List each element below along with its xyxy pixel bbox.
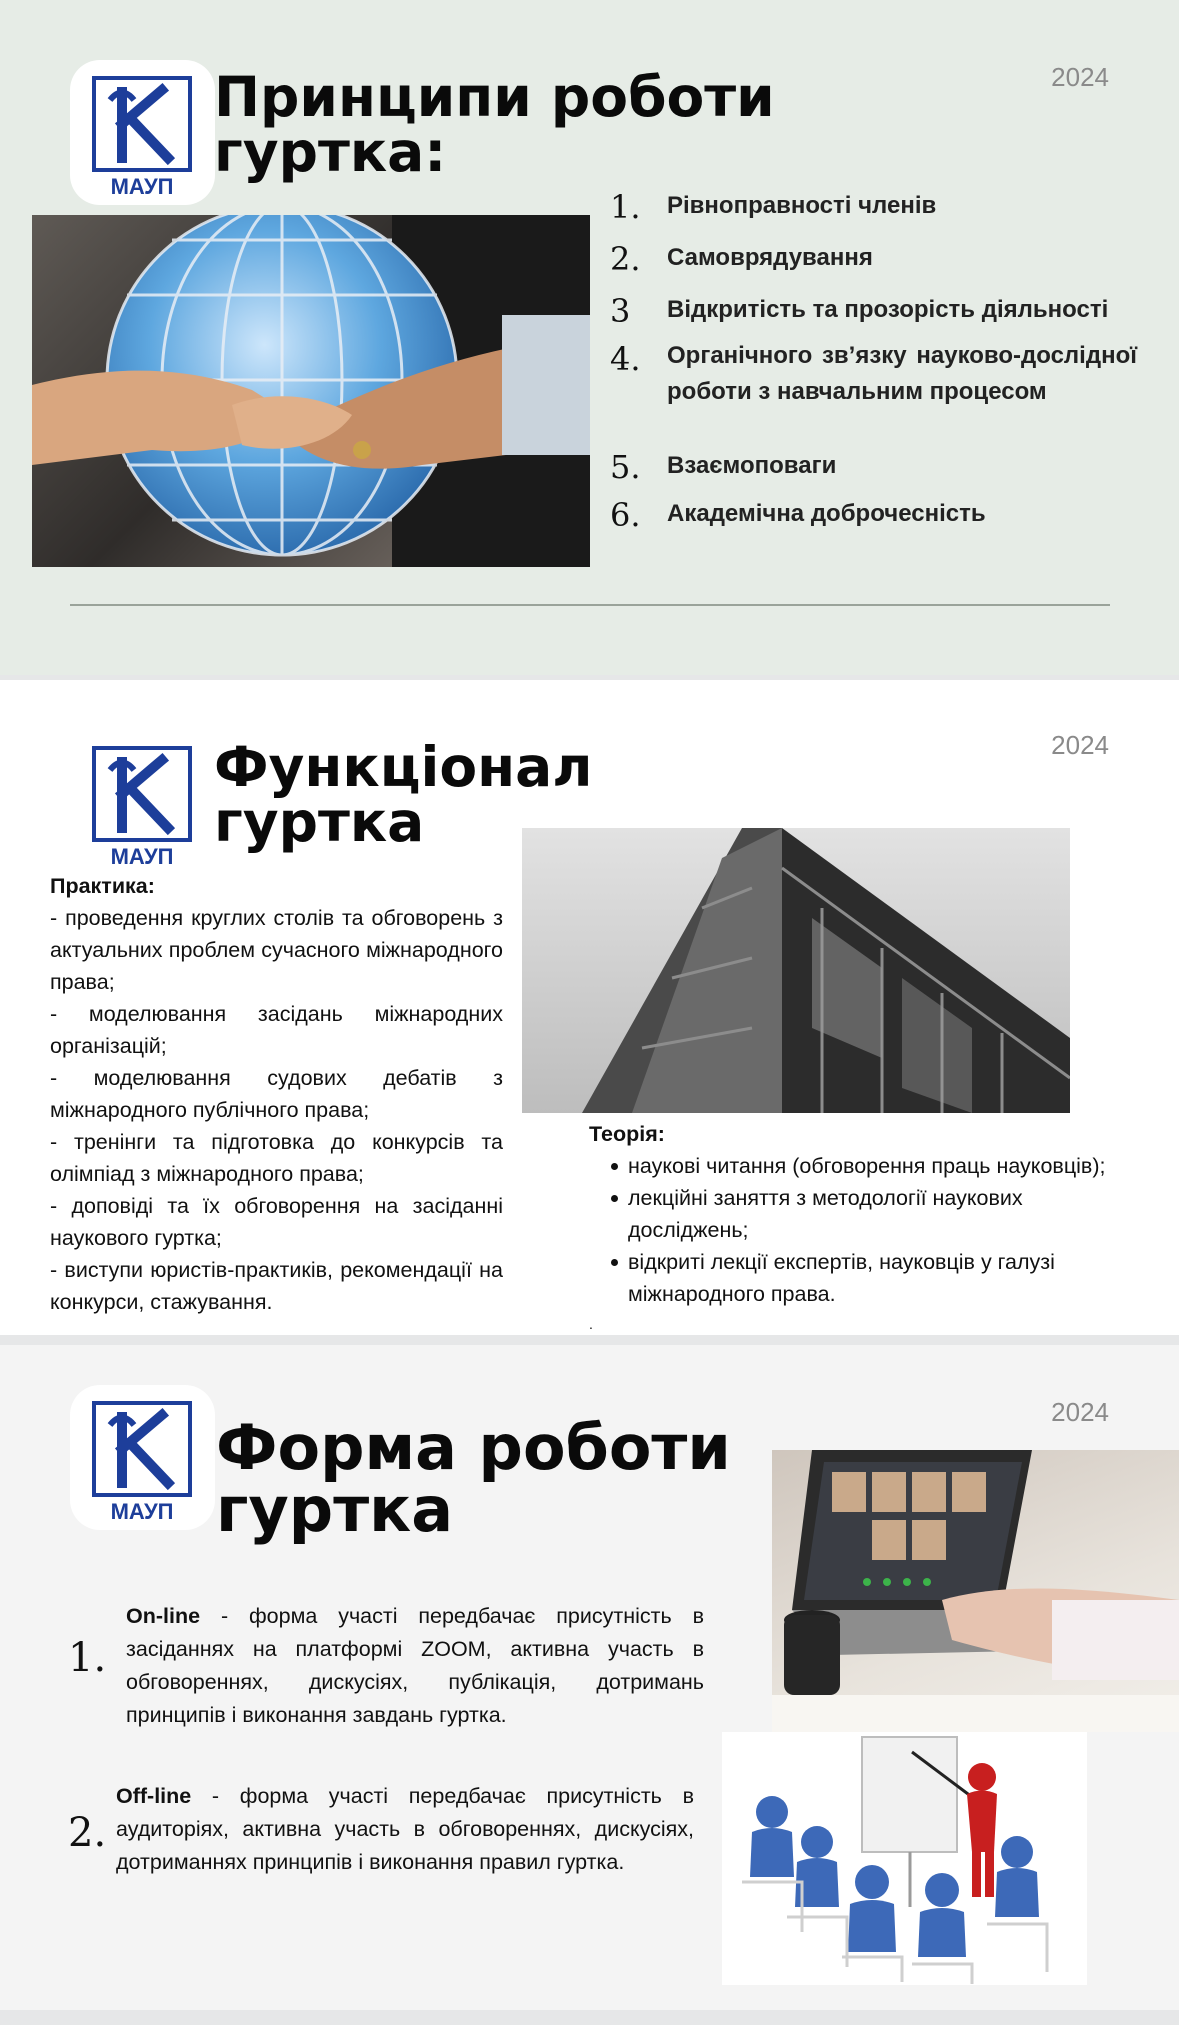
building-image xyxy=(522,828,1070,1113)
maup-logo xyxy=(70,60,215,205)
practice-heading: Практика: xyxy=(50,874,155,898)
principle-number: 5. xyxy=(610,448,641,486)
principle-number: 1. xyxy=(610,188,641,226)
principle-item: Відкритість та прозорість діяльності xyxy=(667,296,1109,323)
form-description: - форма участі передбачає присутність в засіданнях на платформі ZOOM, активна участь в обговореннях, дискусіях, публікація, дотримань принципів і виконання завдань гуртка. xyxy=(126,1604,704,1727)
divider-line xyxy=(70,604,1110,606)
maup-logo xyxy=(70,1385,215,1530)
principle-number: 4. xyxy=(610,340,641,378)
practice-item: - виступи юристів-практиків, рекомендації на конкурси, стажування. xyxy=(50,1258,503,1314)
form-number: 1. xyxy=(68,1635,107,1681)
title-line-2: гуртка: xyxy=(214,120,447,184)
form-description: - форма участі передбачає присутність в аудиторіях, активна участь в обговореннях, дискусіях, дотриманнях принципів і виконання правил гуртка. xyxy=(116,1784,694,1874)
presentation-figures-image xyxy=(722,1732,1087,1985)
theory-heading: Теорія: xyxy=(589,1122,665,1146)
practice-item: - тренінги та підготовка до конкурсів та олімпіад з міжнародного права; xyxy=(50,1130,503,1186)
principle-item: Академічна доброчесність xyxy=(667,500,986,527)
zoom-laptop-image xyxy=(772,1450,1179,1732)
maup-logo xyxy=(70,730,215,875)
section-title xyxy=(216,1411,731,1546)
form-item-online xyxy=(126,1600,704,1732)
slide-work-form xyxy=(0,1345,1179,2010)
trailing-dot: . xyxy=(589,1316,593,1332)
title-line-1: Принципи роботи xyxy=(214,65,775,129)
principle-item: Самоврядування xyxy=(667,244,873,271)
practice-item: - моделювання засідань міжнародних організацій; xyxy=(50,1002,503,1058)
theory-item: наукові читання (обговорення праць науковців); xyxy=(611,1150,1149,1182)
principle-number: 3 xyxy=(610,292,631,330)
title-line-2: гуртка xyxy=(214,790,425,854)
logo-text: МАУП xyxy=(110,844,174,869)
title-line-1: Форма роботи xyxy=(216,1411,731,1484)
year-label: 2024 xyxy=(1051,62,1109,92)
practice-item: - проведення круглих столів та обговорень з актуальних проблем сучасного міжнародного права; xyxy=(50,906,503,994)
theory-block xyxy=(589,1118,1149,1334)
principle-item: Взаємоповаги xyxy=(667,452,837,479)
page-title xyxy=(214,65,775,184)
form-label: On-line xyxy=(126,1604,201,1628)
logo-text: МАУП xyxy=(110,1499,174,1524)
title-line-2: гуртка xyxy=(216,1473,454,1546)
practice-block xyxy=(50,870,503,1318)
theory-item: відкриті лекції експертів, науковців у галузі міжнародного права. xyxy=(611,1246,1149,1310)
handshake-globe-image xyxy=(32,215,590,567)
principle-number: 6. xyxy=(610,496,641,534)
practice-item: - доповіді та їх обговорення на засіданні наукового гуртка; xyxy=(50,1194,503,1250)
logo-text: МАУП xyxy=(110,174,174,199)
theory-list xyxy=(611,1150,1149,1310)
principle-item: Органічного зв’язку науково-дослідної роботи з навчальним процесом xyxy=(667,342,1137,405)
principle-item: Рівноправності членів xyxy=(667,192,937,219)
slide-functional xyxy=(0,680,1179,1335)
title-line-1: Функціонал xyxy=(214,735,593,799)
principle-number: 2. xyxy=(610,240,641,278)
theory-item: лекційні заняття з методології наукових досліджень; xyxy=(611,1182,1149,1246)
form-item-offline xyxy=(116,1780,694,1879)
slide-principles xyxy=(0,0,1179,675)
year-label: 2024 xyxy=(1051,1397,1109,1427)
form-label: Off-line xyxy=(116,1784,192,1808)
form-number: 2. xyxy=(68,1810,107,1856)
year-label: 2024 xyxy=(1051,730,1109,760)
practice-item: - моделювання судових дебатів з міжнародного публічного права; xyxy=(50,1066,503,1122)
